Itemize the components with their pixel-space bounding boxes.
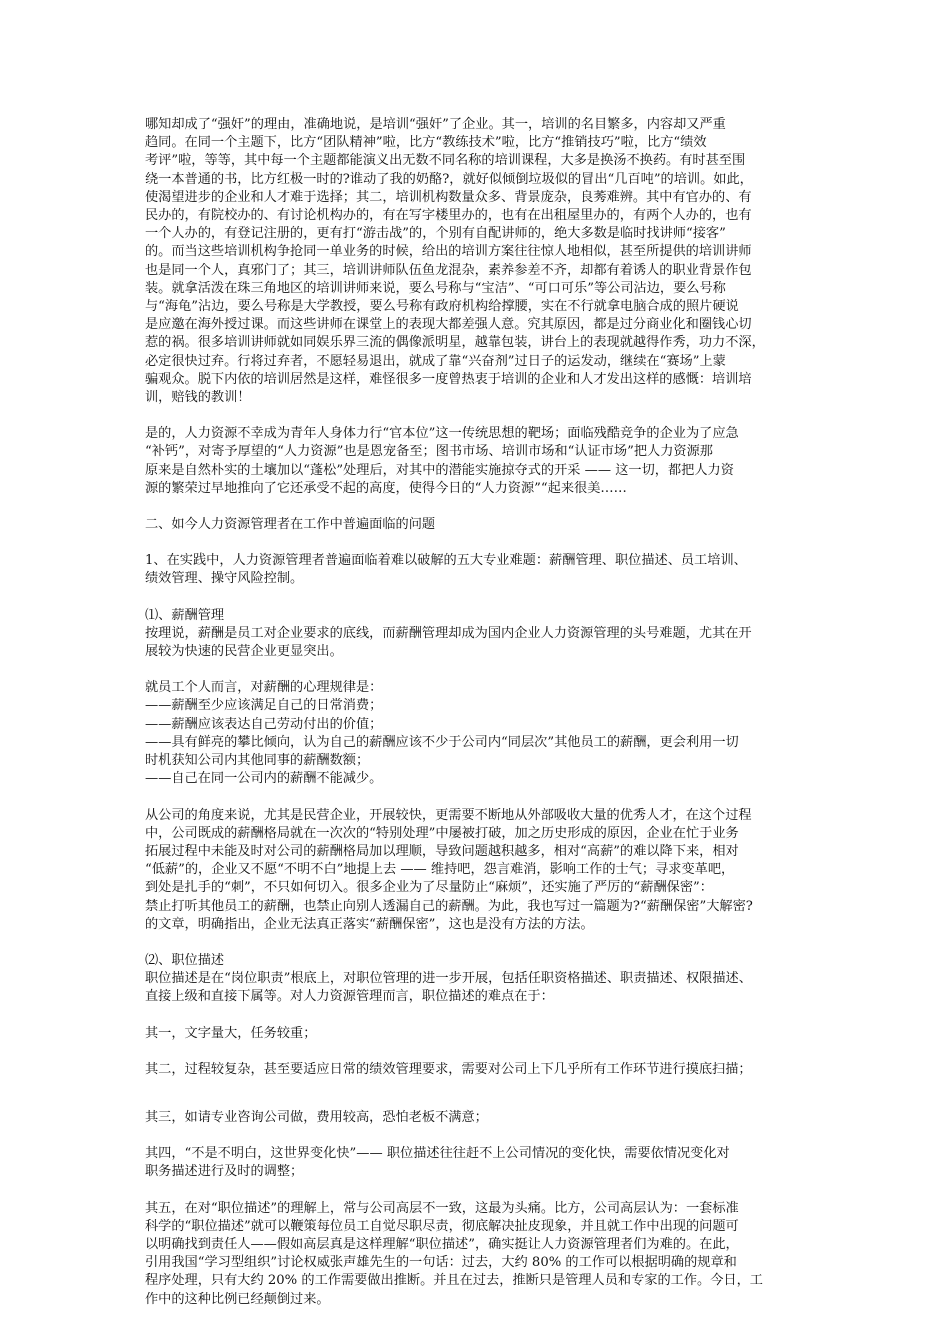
text-line: 哪知却成了“强奸”的理由，准确地说，是培训“强奸”了企业。其一，培训的名目繁多，内容却又严重 [145, 117, 726, 132]
text-line: 惹的祸。很多培训讲师就如同娱乐界三流的偶像派明星，越靠包装，讲台上的表现就越得作秀，功力不深， [145, 335, 765, 351]
text-line: 骗观众。脱下内依的培训居然是这样，难怪很多一度曾热衷于培训的企业和人才发出这样的感慨：培训培 [145, 371, 752, 387]
subheading-text: ⑴、薪酬管理 [145, 607, 225, 623]
text-line: 绩效管理、操守风险控制。 [145, 571, 304, 587]
text-line: “补钙”，对寄予厚望的“人力资源”也是恩宠备至；图书市场、培训市场和“认证市场”把人力资源那 [145, 444, 713, 460]
text-line: 从公司的角度来说，尤其是民营企业，开展较快，更需要不断地从外部吸收大量的优秀人才，在这个过程 [145, 807, 752, 823]
text-line: 按理说，薪酬是员工对企业要求的底线，而薪酬管理却成为国内企业人力资源管理的头号难题，尤其在开 [145, 625, 752, 641]
paragraph-salary-psychology [145, 679, 810, 788]
text-line: 其一，文字量大，任务较重； [145, 1025, 317, 1041]
text-line: 1、在实践中，人力资源管理者普遍面临着难以破解的五大专业难题：薪酬管理、职位描述、员工培训、 [145, 553, 747, 569]
text-line: 科学的“职位描述”就可以鞭策每位员工自觉尽职尽责，彻底解决扯皮现象，并且就工作中出现的问题可 [145, 1218, 739, 1234]
text-line: 职务描述进行及时的调整； [145, 1164, 304, 1180]
text-line: 一个人办的，有登记注册的，更有打“游击战”的，个别有自配讲师的，绝大多数是临时找讲师“接客” [145, 226, 726, 242]
paragraph-hr-boom [145, 425, 810, 498]
paragraph-point-one [145, 1025, 810, 1043]
paragraph-company-view [145, 807, 810, 934]
text-line: 作中的这种比例已经颠倒过来。 [145, 1291, 330, 1307]
text-line: “低薪”的，企业又不愿“不明不白”地提上去 —— 维持吧，怨言难消，影响工作的士气；寻求变革吧， [145, 862, 735, 878]
text-line: 的文章，明确指出，企业无法真正落实“薪酬保密”，这也是没有方法的方法。 [145, 916, 594, 932]
text-line: 拓展过程中未能及时对公司的薪酬格局加以理顺，导致问题越积越多，相对“高薪”的难以降下来，相对 [145, 843, 739, 859]
text-line: 装。就拿活泼在珠三角地区的培训讲师来说，要么号称与“宝洁”、“可口可乐”等公司沾边，要么号称 [145, 280, 726, 296]
text-line: 趋同。在同一个主题下，比方“团队精神”啦，比方“教练技术”啦，比方“推销技巧”啦，比方“绩效 [145, 135, 707, 151]
text-line: 与“海龟”沾边，要么号称是大学教授，要么号称有政府机构给撑腰，实在不行就拿电脑合成的照片硬说 [145, 299, 739, 315]
text-line: 中，公司既成的薪酬格局就在一次次的“特别处理”中屡被打破，加之历史形成的原因，企业在忙于业务 [145, 825, 739, 841]
text-line: 职位描述是在“岗位职责”根底上，对职位管理的进一步开展，包括任职资格描述、职责描述、权限描述、 [145, 971, 752, 987]
text-line: 其二，过程较复杂，甚至要适应日常的绩效管理要求，需要对公司上下几乎所有工作环节进行摸底扫描； [145, 1061, 752, 1077]
paragraph-five-problems [145, 552, 810, 588]
text-line: 时机获知公司内其他同事的薪酬数额； [145, 753, 370, 769]
text-line: 就员工个人而言，对薪酬的心理规律是： [145, 680, 383, 696]
paragraph-job-description [145, 952, 810, 1007]
text-line: 源的繁荣过早地推向了它还承受不起的高度，使得今日的“人力资源”“起来很美…… [145, 480, 627, 496]
text-line: 禁止打听其他员工的薪酬，也禁止向别人透漏自己的薪酬。为此，我也写过一篇题为?“薪酬保密”大解密? [145, 898, 753, 914]
text-line: 也是同一个人，真邪门了；其三，培训讲师队伍鱼龙混杂，素养参差不齐，却都有着诱人的职业背景作包 [145, 262, 752, 278]
text-line: 训，赔钱的教训！ [145, 390, 251, 406]
paragraph-training-critique [145, 116, 810, 407]
section-heading-2 [145, 516, 810, 534]
document-page [145, 116, 810, 1309]
text-line: 其四，“不是不明白，这世界变化快”—— 职位描述往往赶不上公司情况的变化快，需要依情况变化对 [145, 1146, 730, 1162]
text-line: 展较为快速的民营企业更显突出。 [145, 644, 343, 660]
list-item: ——薪酬至少应该满足自己的日常消费； [145, 698, 383, 714]
subheading-text: ⑵、职位描述 [145, 952, 225, 968]
text-line: 是的，人力资源不幸成为青年人身体力行“官本位”这一传统思想的靶场；面临残酷竞争的企业为了应急 [145, 426, 739, 442]
heading-text: 二、如今人力资源管理者在工作中普遍面临的问题 [145, 517, 436, 533]
text-line: 考评”啦，等等，其中每一个主题都能演义出无数不同名称的培训课程，大多是换汤不换药。有时甚至围 [145, 153, 746, 169]
text-line: 是应邀在海外授过课。而这些讲师在课堂上的表现大都差强人意。究其原因，都是过分商业化和圈钱心切 [145, 317, 752, 333]
text-line: 绕一本普通的书，比方红极一时的?谁动了我的奶酪?，就好似倾倒垃圾似的冒出“几百吨”的培训。如此， [145, 171, 753, 187]
text-line: 民办的，有院校办的、有讨论机构办的，有在写字楼里办的，也有在出租屋里办的，有两个人办的，也有 [145, 208, 752, 224]
text-line: 原来是自然朴实的土壤加以“蓬松”处理后，对其中的潜能实施掠夺式的开采 —— 这一切，都把人力资 [145, 462, 734, 478]
text-line: 以明确找到责任人——假如高层真是这样理解“职位描述”，确实挺让人力资源管理者们为难的。在此， [145, 1236, 739, 1252]
paragraph-salary-management [145, 607, 810, 662]
text-line: 到处是扎手的“刺”，不只如何切入。很多企业为了尽量防止“麻烦”，还实施了严厉的“薪酬保密”： [145, 880, 713, 896]
list-item: ——具有鲜亮的攀比倾向，认为自己的薪酬应该不少于公司内“同层次”其他员工的薪酬，更会利用一切 [145, 734, 739, 750]
text-line: 其三，如请专业咨询公司做，费用较高，恐怕老板不满意； [145, 1109, 488, 1125]
paragraph-point-three [145, 1109, 810, 1127]
text-line: 使渴望进步的企业和人才难于选择；其二，培训机构数量众多、背景庞杂，良莠难辨。其中有官办的、有 [145, 189, 752, 205]
paragraph-point-five [145, 1200, 810, 1309]
text-line: 必定很快过弃。行将过弃者，不愿轻易退出，就成了靠“兴奋剂”过日子的运发动，继续在“赛场”上蒙 [145, 353, 726, 369]
text-line: 直接上级和直接下属等。对人力资源管理而言，职位描述的难点在于： [145, 989, 554, 1005]
text-line: 的。而当这些培训机构争抢同一单业务的时候，给出的培训方案往往惊人地相似，甚至所提供的培训讲师 [145, 244, 752, 260]
text-line: 程序处理，只有大约 20% 的工作需要做出推断。并且在过去，推断只是管理人员和专家的工作。今日，工 [145, 1273, 763, 1289]
list-item: ——薪酬应该表达自己劳动付出的价值； [145, 716, 383, 732]
paragraph-point-two [145, 1061, 810, 1079]
list-item: ——自己在同一公司内的薪酬不能减少。 [145, 771, 383, 787]
text-line: 其五，在对“职位描述”的理解上，常与公司高层不一致，这最为头痛。比方，公司高层认为：一套标准 [145, 1200, 739, 1216]
text-line: 引用我国“学习型组织”讨论权威张声雄先生的一句话：过去，大约 80% 的工作可以根据明确的规章和 [145, 1255, 737, 1271]
paragraph-point-four [145, 1145, 810, 1181]
